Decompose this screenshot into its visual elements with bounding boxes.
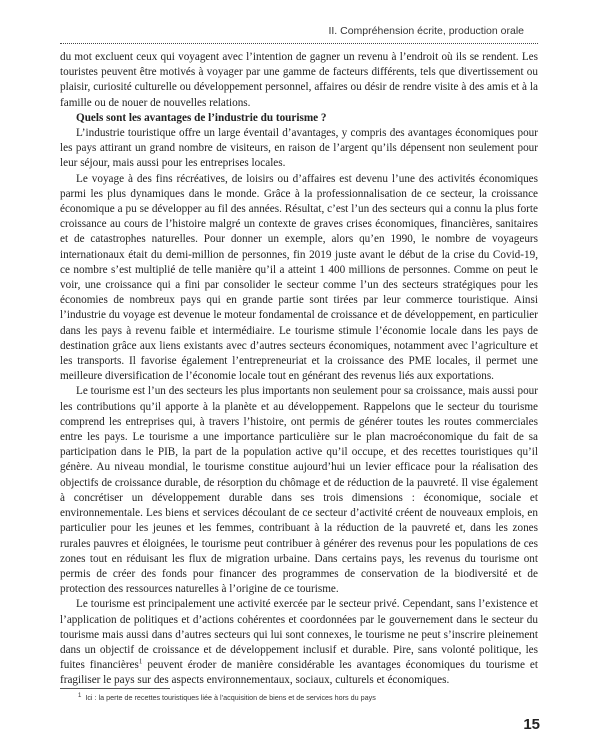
paragraph-5-start: Le tourisme est principalement une activité exercée par le secteur privé. Cependant, sans l’existence et l’application de politiques et d’actions cohérentes et coordonnées par le gouvernement dans le secteur du tourisme mais aussi dans d’autres secteurs qui lui sont connexes, le tourisme ne peut s’inscrire pleinement dans un objectif de croissance et de développement inclusif et durable. Pire, sans volonté politique, les fuites financières	[60, 598, 538, 672]
paragraph-5-end: peuvent éroder de manière considérable les avantages économiques du tourisme et fragiliser le pays sur des aspects environnementaux, sociaux, culturels et économiques.	[60, 659, 538, 687]
paragraph-5	[60, 597, 538, 688]
paragraph-4: Le tourisme est l’un des secteurs les plus importants non seulement pour sa croissance, mais aussi pour les contributions qu’il apporte à la planète et au développement. Rappelons que le secteur du tourisme comprend les entreprises qui, à travers l’histoire, ont permis de générer toutes les routes commerciales entre les pays. Le tourisme a une importance particulière sur le plan macroéconomique du fait de sa participation dans le PIB, la part de la population active qu’il occupe, et des recettes touristiques qu’il génère. Au niveau mondial, le tourisme constitue aujourd’hui un levier efficace pour la réalisation des objectifs de croissance durable, de résorption du chômage et de réduction de la pauvreté. Il vise également à concrétiser un développement durable dans ses trois dimensions : économique, sociale et environnementale. Les biens et services découlant de ce secteur d’activité créent de nouveaux emplois, en particulier pour les jeunes et les femmes, contribuant à la réduction de la pauvreté et, dans les zones rurales pauvres et éloignées, le tourisme peut contribuer à générer des revenus pour les populations de ces zones tout en réduisant les flux de migration urbaine. Dans certains pays, les revenus du tourisme ont permis de créer des fonds pour financer des programmes de conservation de la biodiversité et de protection des ressources naturelles à l’origine de ce tourisme.	[60, 385, 538, 596]
paragraph-3: Le voyage à des fins récréatives, de loisirs ou d’affaires est devenu l’une des activités économiques parmi les plus dynamiques dans le monde. Grâce à la professionnalisation de ce secteur, la croissance économique a pu se développer au fil des années. Résultat, c’est l’un des secteurs qui a connu la plus forte croissance au cours de l’histoire malgré un contexte de graves crises économiques, financières, sanitaires et de catastrophes naturelles. Pour donner un exemple, alors qu’en 1990, le nombre de voyageurs internationaux était du demi-million de personnes, fin 2019 juste avant le début de la crise du Covid-19, ce nombre s’est multiplié de telle manière qu’il a atteint 1 400 millions de personnes. Comme on peut le voir, une croissance qui a fini par consolider le secteur comme l’un des secteurs stratégiques pour les économies de nombreux pays qui en grande partie sont tirées par leur commerce touristique. Ainsi l’industrie du voyage est devenue le moteur fondamental de croissance et de développement, en particulier dans les pays à revenu faible et intermédiaire. Le tourisme stimule l’économie locale dans les pays de destination grâce aux liens existants avec d’autres secteurs économiques, notamment avec l’agriculture et les transports. Il favorise également l’entrepreneuriat et la croissance des PME locales, il permet une meilleure diversification de l’économie locale tout en générant des revenus liés aux exportations.	[60, 172, 538, 383]
footnote-text: Ici : la perte de recettes touristiques liée à l’acquisition de biens et de services hors du pays	[85, 693, 376, 702]
page-number: 15	[523, 716, 540, 733]
footnote-reference[interactable]: 1	[138, 657, 143, 666]
footnote-marker: 1	[78, 692, 82, 699]
paragraph-1: du mot excluent ceux qui voyagent avec l’intention de gagner un revenu à l’endroit où ils se rendent. Les touristes peuvent être motivés à voyager par une gamme de facteurs différents, tels que divertissement ou plaisir, curiosité culturelle ou développement personnel, affaires ou désir de rendre visite à des amis et à la famille ou de nouer de nouvelles relations.	[60, 51, 538, 109]
header-title: II. Compréhension écrite, production orale	[328, 25, 524, 37]
paragraph-2: L’industrie touristique offre un large éventail d’avantages, y compris des avantages économiques pour les pays attirant un grand nombre de visiteurs, en raison de l’argent qu’ils dépensent non seulement pour leur séjour, mais aussi pour les entreprises locales.	[60, 127, 538, 170]
footnote-divider	[60, 688, 170, 689]
footnote	[78, 693, 538, 703]
section-heading: Quels sont les avantages de l’industrie du tourisme ?	[76, 111, 327, 124]
running-header	[60, 25, 538, 44]
article-body	[60, 50, 538, 689]
